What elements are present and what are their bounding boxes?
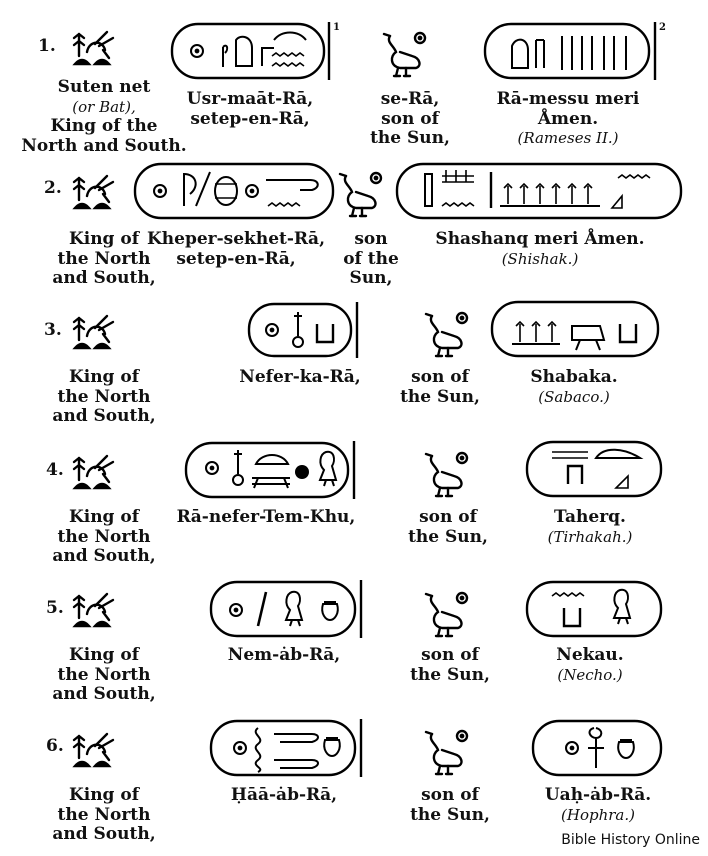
row-title: King of the North and South, [52,507,156,566]
prenomen-label: Nefer-ka-Rā, [239,367,361,387]
son-of-sun-label: se-Rā, son of the Sun, [370,89,450,148]
nomen-label: Rā-messu meri Åmen. (Rameses II.) [496,89,640,147]
nomen-label: Shabaka. (Sabaco.) [530,367,618,406]
son-of-sun-label: son of the Sun, [410,645,490,685]
footnote-marker-1: 1 [333,22,340,33]
son-of-sun-label: son of the Sun, [408,507,488,547]
son-of-sun-label: son of the Sun, [343,229,399,288]
prenomen-label: Rā-nefer-Tem-Khu, [176,507,356,527]
row-title: King of the North and South, [52,229,156,288]
row-number: 4. [46,460,64,480]
prenomen-label: Ḥāā-ȧb-Rā, [230,785,338,805]
row-number: 2. [44,178,62,198]
watermark-credit: Bible History Online [561,832,700,848]
row-number: 5. [46,598,64,618]
row-title: King of the North and South, [52,367,156,426]
row-number: 6. [46,736,64,756]
son-of-sun-label: son of the Sun, [400,367,480,407]
nomen-label: Uaḥ-ȧb-Rā. (Hophra.) [544,785,652,824]
row-number: 1. [38,36,56,56]
row-title: King of the North and South, [52,785,156,844]
row-number: 3. [44,320,62,340]
row-title: King of the North and South, [52,645,156,704]
son-of-sun-label: son of the Sun, [410,785,490,825]
prenomen-label: Usr-maāt-Rā, setep-en-Rā, [186,89,314,129]
nomen-label: Shashanq meri Åmen. (Shishak.) [435,229,645,268]
footnote-marker-2: 2 [659,22,666,33]
nomen-label: Nekau. (Necho.) [556,645,624,684]
prenomen-label: Nem-ȧb-Rā, [227,645,341,665]
prenomen-label: Kheper-sekhet-Rā, setep-en-Rā, [147,229,325,269]
row-title: Suten net (or Bat), King of the North and South. [21,77,187,156]
nomen-label: Taherq. (Tirhakah.) [547,507,633,546]
